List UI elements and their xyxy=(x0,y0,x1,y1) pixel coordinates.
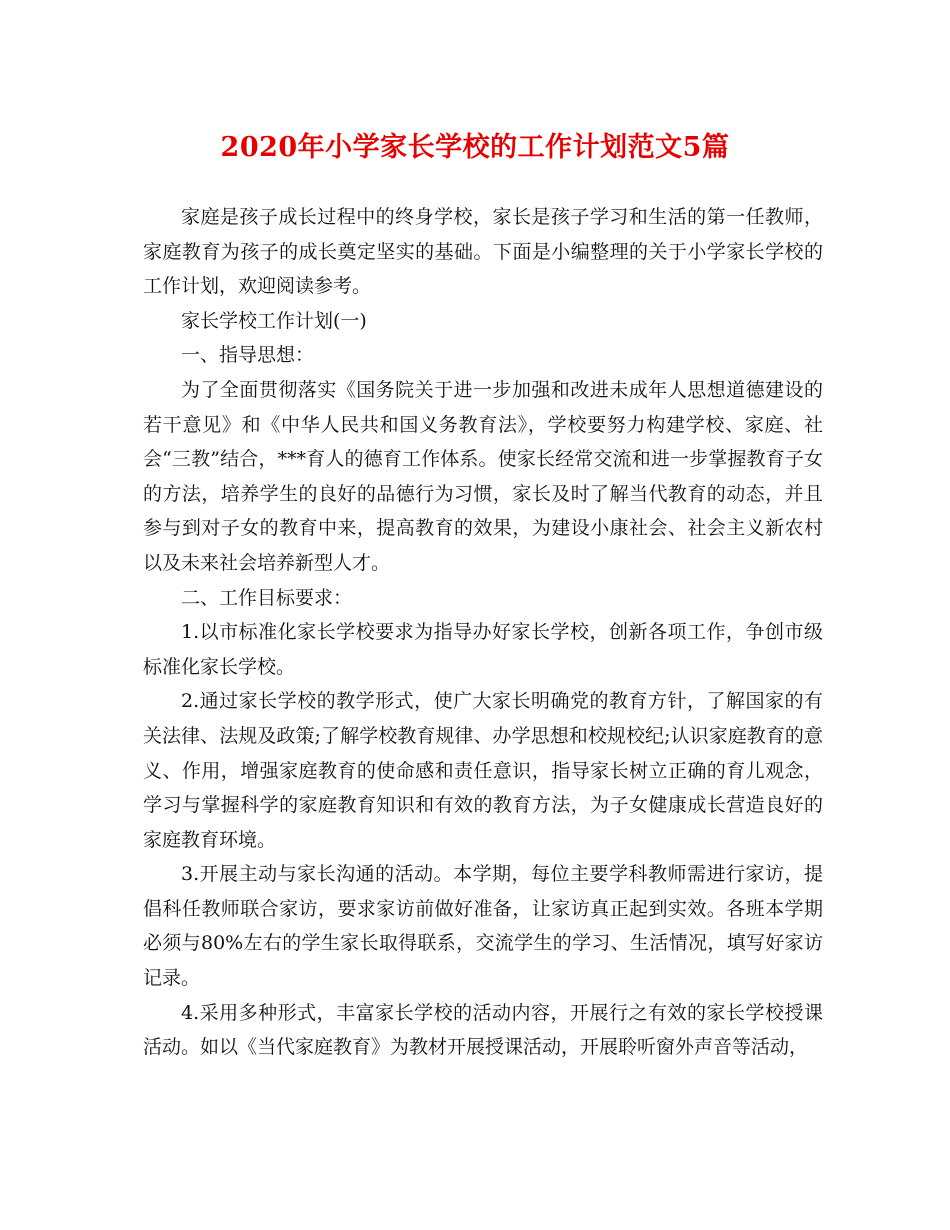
paragraph-intro: 家庭是孩子成长过程中的终身学校，家长是孩子学习和生活的第一任教师，家庭教育为孩子的成长奠定坚实的基础。下面是小编整理的关于小学家长学校的工作计划，欢迎阅读参考。 xyxy=(143,206,823,298)
paragraph-goal-2: 2.通过家长学校的教学形式，使广大家长明确党的教育方针，了解国家的有关法律、法规及政策;了解学校教育规律、办学思想和校规校纪;认识家庭教育的意义、作用，增强家庭教育的使命感和责任意识，指导家长树立正确的育儿观念，学习与掌握科学的家庭教育知识和有效的教育方法，为子女健康成长营造良好的家庭教育环境。 xyxy=(143,690,823,851)
document-body xyxy=(143,200,823,1065)
paragraph-plan-heading: 家长学校工作计划(一) xyxy=(181,309,367,332)
paragraph-goal-1: 1.以市标准化家长学校要求为指导办好家长学校，创新各项工作，争创市级标准化家长学校。 xyxy=(143,621,823,678)
paragraph-guiding-body: 为了全面贯彻落实《国务院关于进一步加强和改进未成年人思想道德建设的若干意见》和《中华人民共和国义务教育法》，学校要努力构建学校、家庭、社会“三教”结合，***育人的德育工作体系。使家长经常交流和进一步掌握教育子女的方法，培养学生的良好的品德行为习惯，家长及时了解当代教育的动态，并且参与到对子女的教育中来，提高教育的效果，为建设小康社会、社会主义新农村以及未来社会培养新型人才。 xyxy=(143,378,823,574)
paragraph-goal-4: 4.采用多种形式，丰富家长学校的活动内容，开展行之有效的家长学校授课活动。如以《当代家庭教育》为教材开展授课活动，开展聆听窗外声音等活动， xyxy=(143,1001,823,1059)
document-title: 2020年小学家长学校的工作计划范文5篇 xyxy=(220,132,730,163)
paragraph-section-goals: 二、工作目标要求： xyxy=(181,586,353,609)
paragraph-section-guiding: 一、指导思想： xyxy=(181,344,315,367)
paragraph-goal-3: 3.开展主动与家长沟通的活动。本学期，每位主要学科教师需进行家访，提倡科任教师联合家访，要求家访前做好准备，让家访真正起到实效。各班本学期必须与80%左右的学生家长取得联系，交流学生的学习、生活情况，填写好家访记录。 xyxy=(143,863,823,990)
